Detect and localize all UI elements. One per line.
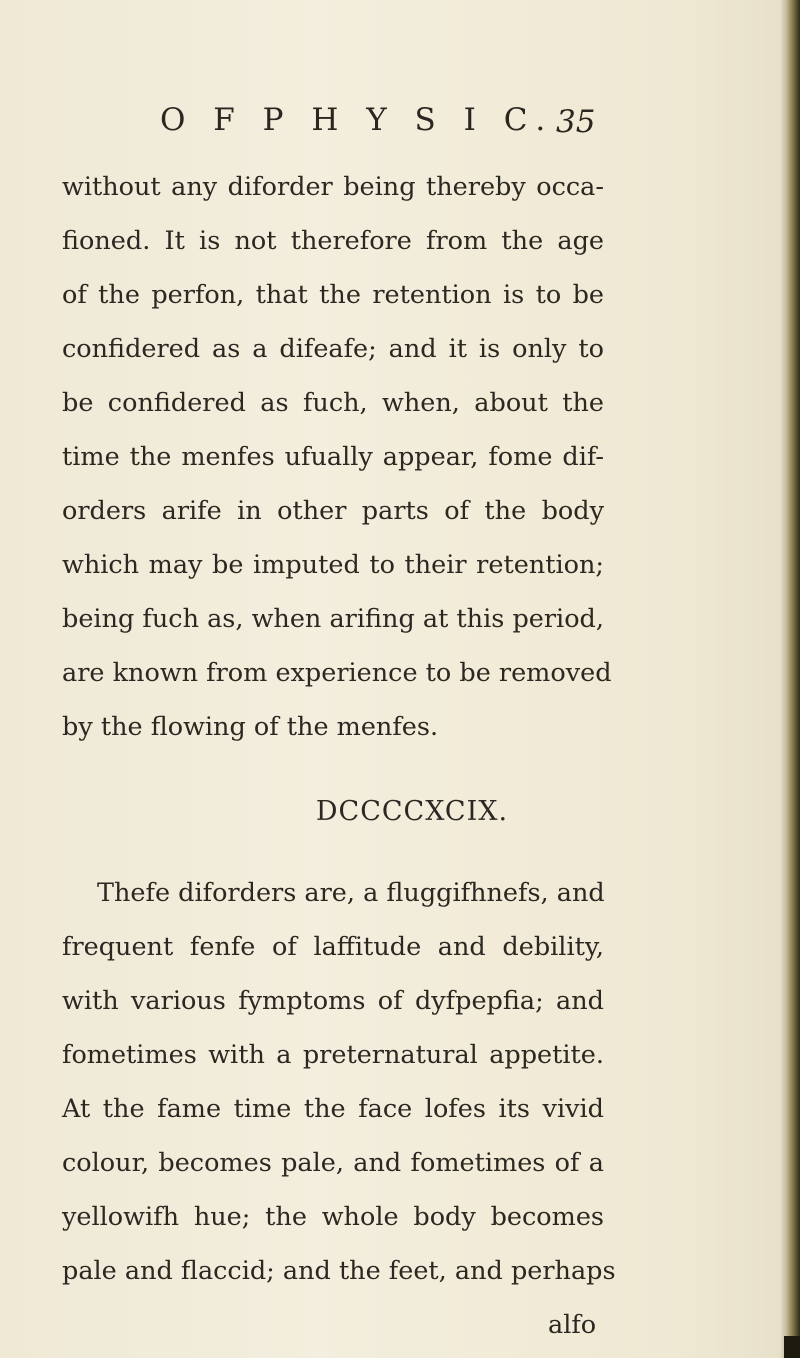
text-line: At the fame time the face lofes its vivid (62, 1094, 604, 1124)
text-line: fioned. It is not therefore from the age (62, 226, 604, 256)
text-line: confidered as a difeafe; and it is only to (62, 334, 604, 364)
text-line: of the perfon, that the retention is to be (62, 280, 604, 310)
catchword: alfo (548, 1310, 597, 1340)
text-line: are known from experience to be removed (62, 658, 612, 688)
text-line: Thefe diforders are, a fluggifhnefs, and (97, 878, 605, 908)
text-line: time the menfes ufually appear, fome dif- (62, 442, 604, 472)
running-head-title: O F P H Y S I C. (160, 102, 555, 138)
text-line: with various fymptoms of dyfpepfia; and (62, 986, 604, 1016)
text-line: pale and flaccid; and the feet, and perhaps (62, 1256, 616, 1286)
text-line: being fuch as, when arifing at this period, (62, 604, 604, 634)
text-line: frequent fenfe of laffitude and debility, (62, 932, 604, 962)
text-line: colour, becomes pale, and fometimes of a (62, 1148, 604, 1178)
text-line: orders arife in other parts of the body (62, 496, 604, 526)
text-line: without any diforder being thereby occa- (62, 172, 604, 202)
page-number: 35 (556, 104, 596, 140)
section-heading: DCCCCXCIX. (315, 796, 509, 827)
text-line: be confidered as fuch, when, about the (62, 388, 604, 418)
text-line: yellowifh hue; the whole body becomes (62, 1202, 604, 1232)
text-line: by the flowing of the menfes. (62, 712, 439, 742)
corner-mark (784, 1336, 800, 1358)
text-line: fometimes with a preternatural appetite. (62, 1040, 604, 1070)
book-spine-edge (786, 0, 800, 1358)
text-line: which may be imputed to their retention; (62, 550, 604, 580)
running-head (0, 96, 800, 146)
